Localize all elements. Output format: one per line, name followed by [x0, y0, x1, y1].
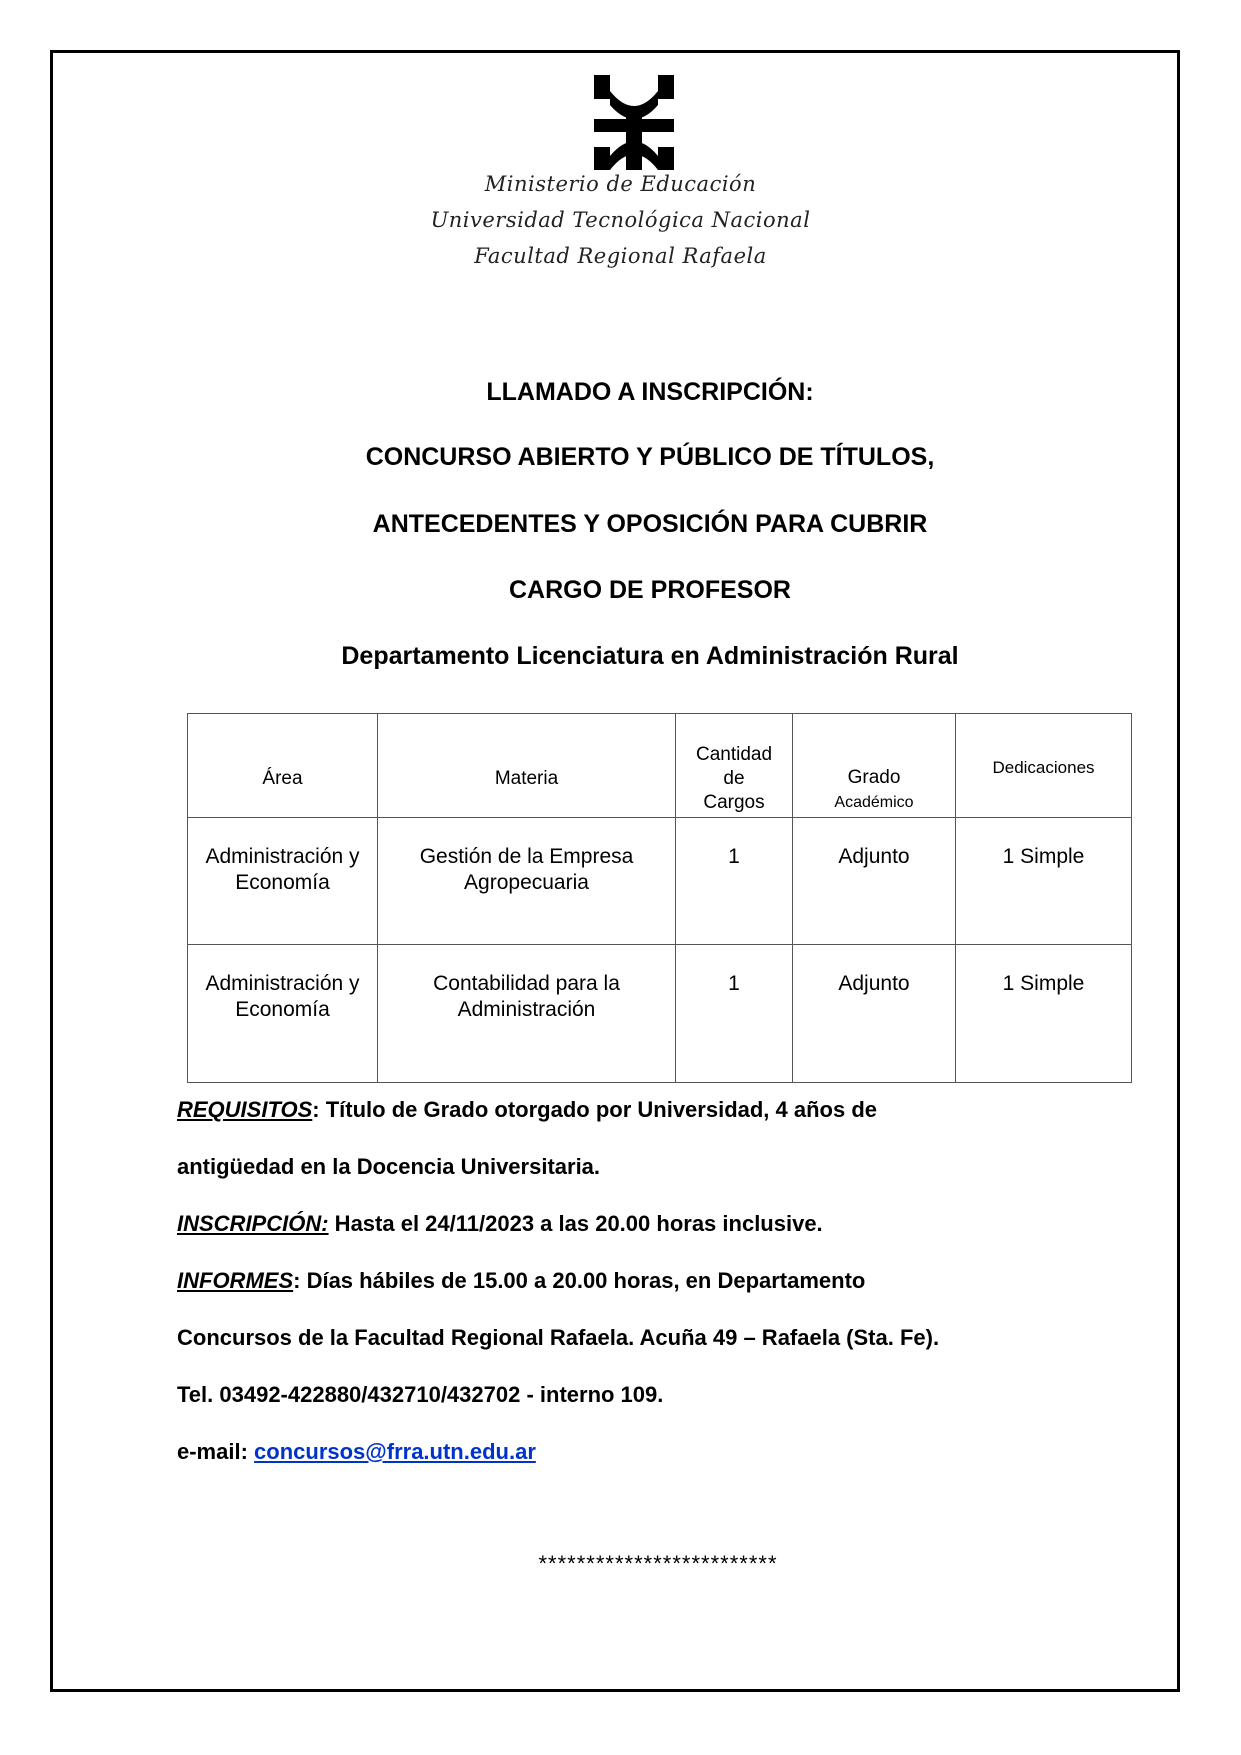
cell-cantidad: 1 [676, 818, 793, 945]
header-cantidad: Cantidad de Cargos [676, 714, 793, 818]
cell-grado: Adjunto [793, 945, 956, 1083]
cell-area: Administración y Economía [188, 818, 378, 945]
cell-materia: Contabilidad para la Administración [378, 945, 676, 1083]
heading-departamento: Departamento Licenciatura en Administración Rural [341, 642, 959, 670]
informes-line1: INFORMES: Días hábiles de 15.00 a 20.00 horas, en Departamento [177, 1268, 866, 1293]
cell-cantidad: 1 [676, 945, 793, 1083]
heading-cargo: CARGO DE PROFESOR [509, 576, 791, 604]
requisitos-line2: antigüedad en la Docencia Universitaria. [177, 1154, 601, 1179]
table-row [188, 818, 1132, 945]
requisitos-label: REQUISITOS [177, 1097, 313, 1122]
heading-concurso: CONCURSO ABIERTO Y PÚBLICO DE TÍTULOS, [365, 443, 935, 471]
inscripcion-line: INSCRIPCIÓN: Hasta el 24/11/2023 a las 20.00 horas inclusive. [177, 1211, 823, 1236]
requisitos-line1: REQUISITOS: Título de Grado otorgado por Universidad, 4 años de [177, 1097, 878, 1122]
header-materia: Materia [378, 714, 676, 818]
email-link[interactable]: concursos@frra.utn.edu.ar [254, 1439, 536, 1464]
cell-dedicacion: 1 Simple [956, 818, 1132, 945]
email-line: e-mail: concursos@frra.utn.edu.ar [177, 1439, 536, 1464]
institution-ministry: Ministerio de Educación [484, 172, 757, 196]
separator-stars: ************************* [538, 1551, 778, 1576]
cell-grado: Adjunto [793, 818, 956, 945]
institution-faculty: Facultad Regional Rafaela [474, 244, 767, 268]
header-grado: Grado Académico [793, 714, 956, 818]
inscripcion-label: INSCRIPCIÓN: [177, 1211, 329, 1236]
positions-table [187, 713, 1132, 1083]
informes-label: INFORMES [177, 1268, 294, 1293]
institution-university: Universidad Tecnológica Nacional [430, 208, 811, 232]
header-dedicaciones: Dedicaciones [956, 714, 1132, 818]
heading-antecedentes: ANTECEDENTES Y OPOSICIÓN PARA CUBRIR [372, 510, 928, 538]
cell-materia: Gestión de la Empresa Agropecuaria [378, 818, 676, 945]
header-area: Área [188, 714, 378, 818]
utn-logo [594, 75, 674, 170]
telephone-line: Tel. 03492-422880/432710/432702 - interno 109. [177, 1382, 664, 1407]
table-row [188, 945, 1132, 1083]
cell-area: Administración y Economía [188, 945, 378, 1083]
table-header-row [188, 714, 1132, 818]
cell-dedicacion: 1 Simple [956, 945, 1132, 1083]
heading-llamado: LLAMADO A INSCRIPCIÓN: [486, 378, 814, 406]
informes-line2: Concursos de la Facultad Regional Rafaela. Acuña 49 – Rafaela (Sta. Fe). [177, 1325, 940, 1350]
